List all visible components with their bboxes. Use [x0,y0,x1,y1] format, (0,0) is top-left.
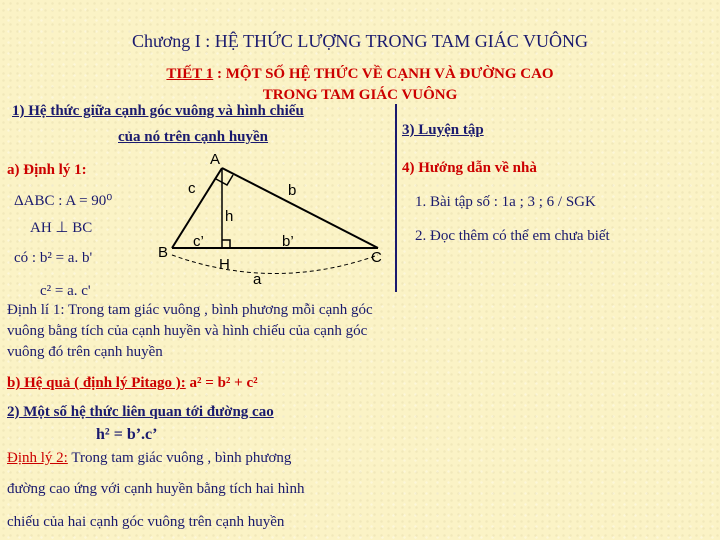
label-B: B [158,244,169,261]
corollary-line [7,375,258,392]
formula-h: h² = b’.c’ [96,426,158,443]
theorem2-line1 [7,450,291,467]
theorem2-label: Định lý 2: [7,450,68,466]
theorem2-line3: chiếu của hai cạnh góc vuông trên cạnh huyền [7,514,285,530]
label-C: C [371,249,382,266]
corollary-label: b) Hệ quả ( định lý Pitago ): [7,375,186,391]
corollary-formula: a² = b² + c² [189,375,258,391]
label-hyp-a: a [253,271,262,288]
section2-heading: 2) Một số hệ thức liên quan tới đường cao [7,404,274,420]
label-side-c: c [188,180,196,197]
theorem1-paragraph [7,300,387,363]
homework-item-2: 2. Đọc thêm có thể em chưa biết [415,228,610,244]
section1-heading-line1: 1) Hệ thức giữa cạnh góc vuông và hình chiếu [12,103,304,119]
lesson-title-text: : MỘT SỐ HỆ THỨC VỀ CẠNH VÀ ĐƯỜNG CAO [213,66,554,82]
theorem2-text-1: Trong tam giác vuông , bình phương [67,450,292,466]
homework-item-1: 1. Bài tập số : 1a ; 3 ; 6 / SGK [415,194,596,210]
given-perpendicular: AH ⊥ BC [30,220,93,236]
practice-heading: 3) Luyện tập [402,122,484,138]
theorem1-label: Định lí 1: [7,302,65,318]
homework-heading: 4) Hướng dẫn về nhà [402,160,537,176]
label-A: A [210,151,221,168]
section1-heading-line2: của nó trên cạnh huyền [118,129,269,145]
label-side-b: b [288,182,297,199]
label-proj-c: c’ [193,233,204,250]
side-b-line [222,168,378,248]
chapter-title: Chương I : HỆ THỨC LƯỢNG TRONG TAM GIÁC VUÔNG [132,31,588,51]
label-H: H [219,256,230,273]
right-angle-mark-H [222,240,230,248]
label-proj-b: b’ [282,233,294,250]
theorem2-line2: đường cao ứng với cạnh huyền bằng tích hai hình [7,481,305,497]
lesson-title-line2: TRONG TAM GIÁC VUÔNG [262,87,458,103]
label-height-h: h [225,208,234,225]
lesson-prefix: TIẾT 1 [166,66,214,82]
given-relation-b: có : b² = a. b' [14,250,93,266]
given-relation-c: c² = a. c' [40,283,91,299]
theorem1-heading: a) Định lý 1: [7,162,87,178]
given-triangle: ΔABC : A = 90⁰ [14,193,113,209]
right-angle-mark-A [216,175,233,185]
hypotenuse-brace [172,255,378,274]
theorem1-text: Trong tam giác vuông , bình phương mỗi cạnh góc vuông bằng tích của cạnh huyền và hình chiếu của cạnh góc vuông đó trên cạnh huyền [7,302,373,360]
